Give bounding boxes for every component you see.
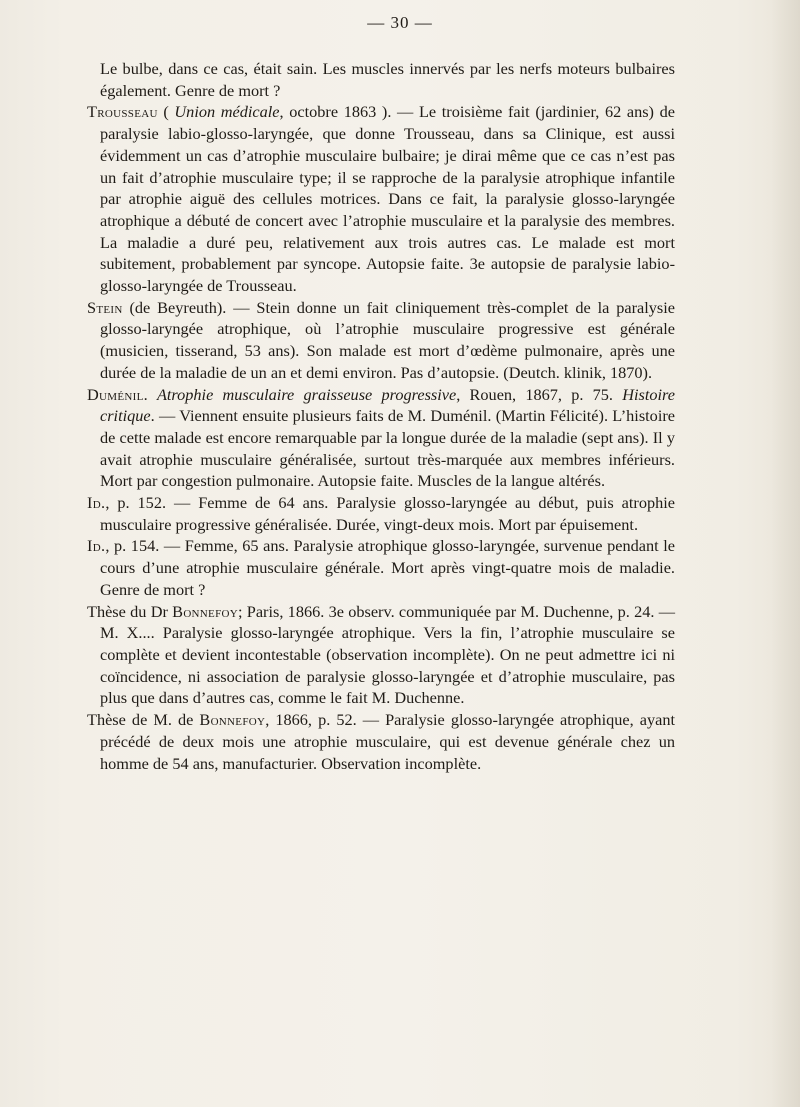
author-name: Stein — [87, 297, 123, 317]
paragraph-text: , p. 152. — Femme de 64 ans. Paralysie glosso-laryngée au début, puis atrophie musculaire progressive généralisée. Durée, vingt-deux mois. Mort par épuisement. — [100, 493, 675, 534]
source-title: Union médicale — [174, 102, 280, 122]
source-title-2: Histoire critique — [100, 384, 675, 426]
entry-trousseau: Trousseau ( Union médicale, octobre 1863 ). — Le troisième fait (jardinier, 62 ans) de paralysie labio-glosso-laryngée, que donne Trousseau, dans sa Clinique, est aussi évidemment un cas d’atrophie musculaire bulbaire; je dirai même que ce cas n’est pas un fait d’atrophie musculaire type; il se rapproche de la paralysie atrophique infantile par atrophie aiguë des cellules motrices. Dans ce fait, la paralysie glosso-laryngée atrophique a débuté de concert avec l’atrophie musculaire et la paralysie des membres. La maladie a duré peu, relativement aux trois autres cas. Le malade est mort subitement, probablement par syncope. Autopsie faite. 3e autopsie de paralysie labio-glosso-laryngée de Trousseau. — [87, 102, 675, 296]
paragraph-text: ; Paris, 1866. 3e observ. communiquée par M. Duchenne, p. 24. — M. X.... Paralysie glosso-laryngée atrophique. Vers la fin, l’atrophie musculaire se complète et devient incontestable (observation incomplète). On ne peut admettre ici ni coïncidence, ni association de paralysie glosso-laryngée et d’atrophie musculaire, pas plus que dans d’autres cas, comme le fait M. Duchenne. — [100, 601, 676, 708]
entry-dumenil: Duménil. Atrophie musculaire graisseuse progressive, Rouen, 1867, p. 75. Histoire critique. — Viennent ensuite plusieurs faits de M. Duménil. (Martin Félicité). L’histoire de cette malade est encore remarquable par la longue durée de la maladie (sept ans). Il y avait atrophie musculaire généralisée, surtout très-marquée aux membres inférieurs. Mort par congestion pulmonaire. Autopsie faite. Muscles de la langue altérés. — [87, 384, 675, 491]
entry-stein — [87, 297, 675, 384]
paragraph-lead: Thèse du Dr — [87, 601, 173, 621]
author-name: Duménil — [87, 384, 144, 404]
paragraph-lead: Thèse de M. de — [87, 710, 200, 730]
paragraph-text: , 1866, p. 52. — Paralysie glosso-laryngée atrophique, ayant précédé de deux mois une atrophie musculaire, qui est devenue générale chez un homme de 54 ans, manufacturier. Observation incomplète. — [100, 710, 675, 773]
paragraph-text: . — Viennent ensuite plusieurs faits de M. Duménil. (Martin Félicité). L’histoire de cette malade est encore remarquable par la longue durée de la maladie (sept ans). Il y avait atrophie musculaire généralisée, surtout très-marquée aux membres inférieurs. Mort par congestion pulmonaire. Autopsie faite. Muscles de la langue altérés. — [100, 406, 675, 491]
author-name: Bonnefoy — [199, 710, 266, 730]
paragraph-text: (de Beyreuth). — Stein donne un fait cliniquement très-complet de la paralysie glosso-laryngée atrophique, où l’atrophie musculaire progressive est générale (musicien, tisserand, 53 ans). Son malade est mort d’œdème pulmonaire, après une durée de la maladie de un an et demi environ. Pas d’autopsie. (Deutch. klinik, 1870). — [100, 297, 675, 382]
page-edge-shadow — [770, 0, 800, 1107]
paragraph-text: , p. 154. — Femme, 65 ans. Paralysie atrophique glosso-laryngée, survenue pendant le cours d’une atrophie musculaire générale. Mort après vingt-quatre mois de maladie. Genre de mort ? — [100, 536, 675, 599]
paragraph-text: octobre 1863 ). — Le troisième fait (jardinier, 62 ans) de paralysie labio-glosso-laryngée, que donne Trousseau, dans sa Clinique, est aussi évidemment un cas d’atrophie musculaire bulbaire; je dirai même que ce cas n’est pas un fait d’atrophie musculaire type; il se rapproche de la paralysie atrophique infantile par atrophie aiguë des cellules motrices. Dans ce fait, la paralysie glosso-laryngée atrophique a débuté de concert avec l’atrophie musculaire et la paralysie des membres. La maladie a duré peu, relativement aux trois autres cas. Le malade est mort subitement, probablement par syncope. Autopsie faite. 3e autopsie de paralysie labio-glosso-laryngée de Trousseau. — [100, 102, 675, 296]
author-name: Id. — [87, 493, 106, 513]
entry-bonnefoy-these-2 — [87, 709, 675, 774]
author-name: Trousseau — [87, 102, 158, 122]
page-number: — 30 — — [367, 13, 433, 32]
author-name: Id. — [87, 536, 106, 556]
body-text — [87, 58, 675, 774]
paragraph-continuation — [87, 58, 675, 101]
entry-id-152 — [87, 492, 675, 535]
source-title: Atrophie musculaire graisseuse progressive — [156, 384, 457, 404]
paragraph-text: Le bulbe, dans ce cas, était sain. Les muscles innervés par les nerfs moteurs bulbaires également. Genre de mort ? — [100, 59, 675, 100]
author-name: Bonnefoy — [172, 601, 238, 621]
entry-bonnefoy-these — [87, 601, 675, 710]
paragraph-text: , Rouen, 1867, p. 75. — [456, 384, 623, 404]
entry-id-154 — [87, 535, 675, 600]
